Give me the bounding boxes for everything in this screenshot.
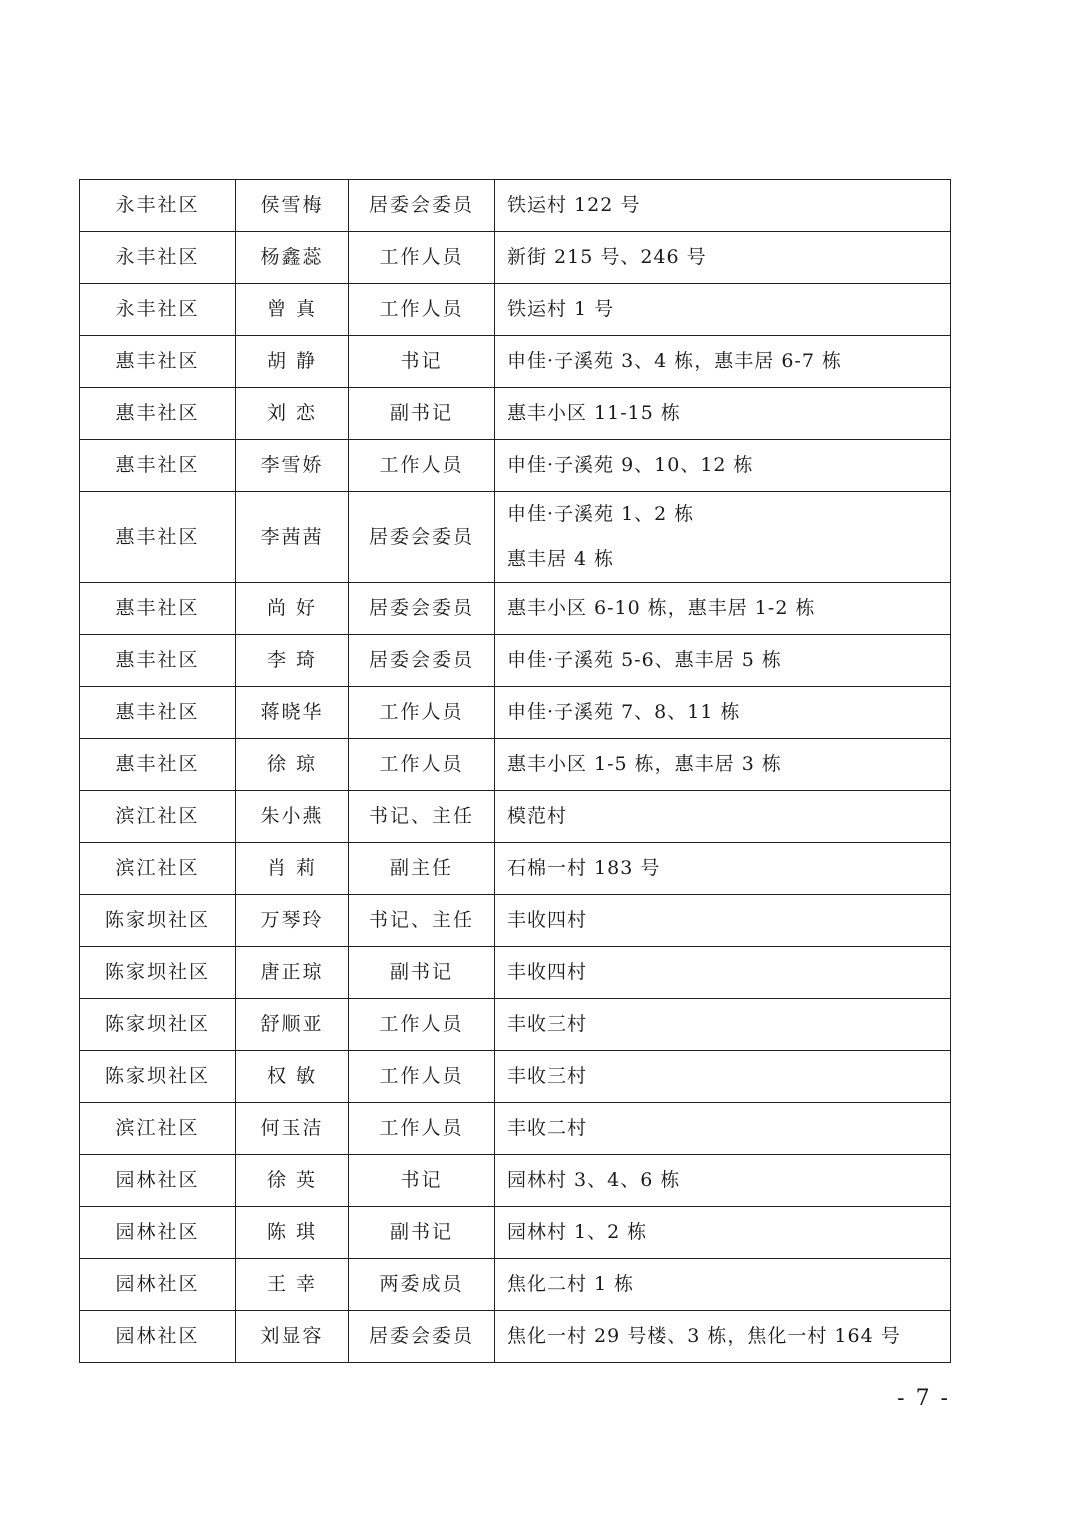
area-line: 丰收二村: [507, 1117, 588, 1140]
cell-role: 两委成员: [349, 1259, 495, 1311]
table-row: [80, 440, 951, 492]
table-row: [80, 1259, 951, 1311]
cell-name: 肖 莉: [236, 843, 349, 895]
cell-community: 陈家坝社区: [80, 1051, 236, 1103]
cell-role: 副书记: [349, 1207, 495, 1259]
cell-name: 胡 静: [236, 336, 349, 388]
cell-name: 李茜茜: [236, 492, 349, 583]
cell-name: 何玉洁: [236, 1103, 349, 1155]
table-row: [80, 843, 951, 895]
cell-area: [495, 336, 951, 388]
cell-area: [495, 739, 951, 791]
cell-community: 惠丰社区: [80, 336, 236, 388]
cell-area: [495, 492, 951, 583]
cell-role: 居委会委员: [349, 1311, 495, 1363]
table-row: [80, 492, 951, 583]
cell-area: [495, 1311, 951, 1363]
cell-role: 居委会委员: [349, 492, 495, 583]
cell-community: 园林社区: [80, 1311, 236, 1363]
cell-role: 工作人员: [349, 687, 495, 739]
cell-community: 惠丰社区: [80, 583, 236, 635]
table-row: [80, 687, 951, 739]
area-line: 惠丰小区 6-10 栋，惠丰居 1-2 栋: [507, 597, 816, 620]
cell-community: 滨江社区: [80, 791, 236, 843]
area-line: 模范村: [507, 805, 568, 828]
cell-role: 居委会委员: [349, 635, 495, 687]
cell-area: [495, 180, 951, 232]
cell-role: 工作人员: [349, 1051, 495, 1103]
cell-community: 园林社区: [80, 1259, 236, 1311]
cell-name: 陈 琪: [236, 1207, 349, 1259]
cell-name: 尚 好: [236, 583, 349, 635]
table-row: [80, 1155, 951, 1207]
cell-name: 徐 琼: [236, 739, 349, 791]
cell-name: 唐正琼: [236, 947, 349, 999]
cell-name: 蒋晓华: [236, 687, 349, 739]
page-number: - 7 -: [897, 1386, 950, 1411]
area-line: 焦化二村 1 栋: [507, 1273, 635, 1296]
table-row: [80, 635, 951, 687]
cell-area: [495, 1103, 951, 1155]
cell-role: 副书记: [349, 947, 495, 999]
area-line: 园林村 1、2 栋: [507, 1221, 648, 1244]
cell-area: [495, 791, 951, 843]
cell-role: 居委会委员: [349, 583, 495, 635]
cell-name: 杨鑫蕊: [236, 232, 349, 284]
cell-area: [495, 947, 951, 999]
cell-area: [495, 635, 951, 687]
cell-role: 副书记: [349, 388, 495, 440]
cell-community: 陈家坝社区: [80, 947, 236, 999]
cell-community: 惠丰社区: [80, 440, 236, 492]
cell-area: [495, 843, 951, 895]
cell-community: 永丰社区: [80, 284, 236, 336]
area-line: 申佳·子溪苑 3、4 栋，惠丰居 6-7 栋: [507, 350, 842, 373]
cell-role: 副主任: [349, 843, 495, 895]
cell-community: 惠丰社区: [80, 635, 236, 687]
staff-assignment-table: [79, 179, 951, 1363]
area-line: 惠丰小区 1-5 栋，惠丰居 3 栋: [507, 753, 782, 776]
area-line: 园林村 3、4、6 栋: [507, 1169, 681, 1192]
cell-area: [495, 583, 951, 635]
table-row: [80, 895, 951, 947]
cell-name: 李 琦: [236, 635, 349, 687]
cell-area: [495, 1207, 951, 1259]
cell-community: 惠丰社区: [80, 388, 236, 440]
area-line: 申佳·子溪苑 9、10、12 栋: [507, 454, 754, 477]
area-line: 铁运村 1 号: [507, 298, 615, 321]
table-row: [80, 1103, 951, 1155]
table-body: [80, 180, 951, 1363]
cell-area: [495, 284, 951, 336]
cell-community: 滨江社区: [80, 1103, 236, 1155]
cell-area: [495, 687, 951, 739]
cell-name: 李雪娇: [236, 440, 349, 492]
table-row: [80, 1207, 951, 1259]
cell-role: 工作人员: [349, 999, 495, 1051]
table-row: [80, 739, 951, 791]
cell-role: 书记: [349, 1155, 495, 1207]
cell-name: 刘显容: [236, 1311, 349, 1363]
cell-name: 权 敏: [236, 1051, 349, 1103]
cell-community: 园林社区: [80, 1155, 236, 1207]
cell-area: [495, 1259, 951, 1311]
cell-name: 王 幸: [236, 1259, 349, 1311]
area-line: 丰收四村: [507, 961, 588, 984]
cell-name: 舒顺亚: [236, 999, 349, 1051]
cell-area: [495, 440, 951, 492]
cell-community: 滨江社区: [80, 843, 236, 895]
area-line: 焦化一村 29 号楼、3 栋，焦化一村 164 号: [507, 1325, 901, 1348]
cell-community: 陈家坝社区: [80, 895, 236, 947]
cell-name: 徐 英: [236, 1155, 349, 1207]
table-row: [80, 284, 951, 336]
cell-name: 刘 恋: [236, 388, 349, 440]
table-row: [80, 180, 951, 232]
area-line: 丰收三村: [507, 1013, 588, 1036]
cell-area: [495, 388, 951, 440]
cell-name: 侯雪梅: [236, 180, 349, 232]
cell-name: 朱小燕: [236, 791, 349, 843]
cell-community: 永丰社区: [80, 180, 236, 232]
area-line: 石棉一村 183 号: [507, 857, 661, 880]
cell-role: 工作人员: [349, 440, 495, 492]
cell-role: 工作人员: [349, 739, 495, 791]
table-row: [80, 336, 951, 388]
cell-community: 惠丰社区: [80, 492, 236, 583]
area-line: 申佳·子溪苑 7、8、11 栋: [507, 701, 741, 724]
area-line: 丰收三村: [507, 1065, 588, 1088]
cell-name: 曾 真: [236, 284, 349, 336]
table-row: [80, 583, 951, 635]
cell-community: 永丰社区: [80, 232, 236, 284]
cell-community: 惠丰社区: [80, 687, 236, 739]
area-line: 惠丰居 4 栋: [507, 548, 615, 570]
cell-area: [495, 1051, 951, 1103]
table-row: [80, 947, 951, 999]
cell-role: 工作人员: [349, 284, 495, 336]
cell-area: [495, 999, 951, 1051]
table-row: [80, 791, 951, 843]
cell-area: [495, 895, 951, 947]
table-row: [80, 388, 951, 440]
cell-role: 工作人员: [349, 1103, 495, 1155]
area-line: 惠丰小区 11-15 栋: [507, 402, 681, 425]
cell-role: 书记、主任: [349, 791, 495, 843]
cell-community: 惠丰社区: [80, 739, 236, 791]
cell-name: 万琴玲: [236, 895, 349, 947]
area-line: 铁运村 122 号: [507, 194, 641, 217]
area-line: 申佳·子溪苑 1、2 栋: [507, 503, 695, 526]
table-row: [80, 999, 951, 1051]
area-line: 丰收四村: [507, 909, 588, 932]
area-line: 申佳·子溪苑 5-6、惠丰居 5 栋: [507, 649, 782, 672]
cell-role: 书记、主任: [349, 895, 495, 947]
cell-role: 书记: [349, 336, 495, 388]
cell-area: [495, 1155, 951, 1207]
cell-community: 陈家坝社区: [80, 999, 236, 1051]
cell-community: 园林社区: [80, 1207, 236, 1259]
area-line: 新街 215 号、246 号: [507, 246, 707, 269]
table-row: [80, 1311, 951, 1363]
cell-area: [495, 232, 951, 284]
cell-role: 工作人员: [349, 232, 495, 284]
cell-role: 居委会委员: [349, 180, 495, 232]
table-row: [80, 1051, 951, 1103]
table-row: [80, 232, 951, 284]
